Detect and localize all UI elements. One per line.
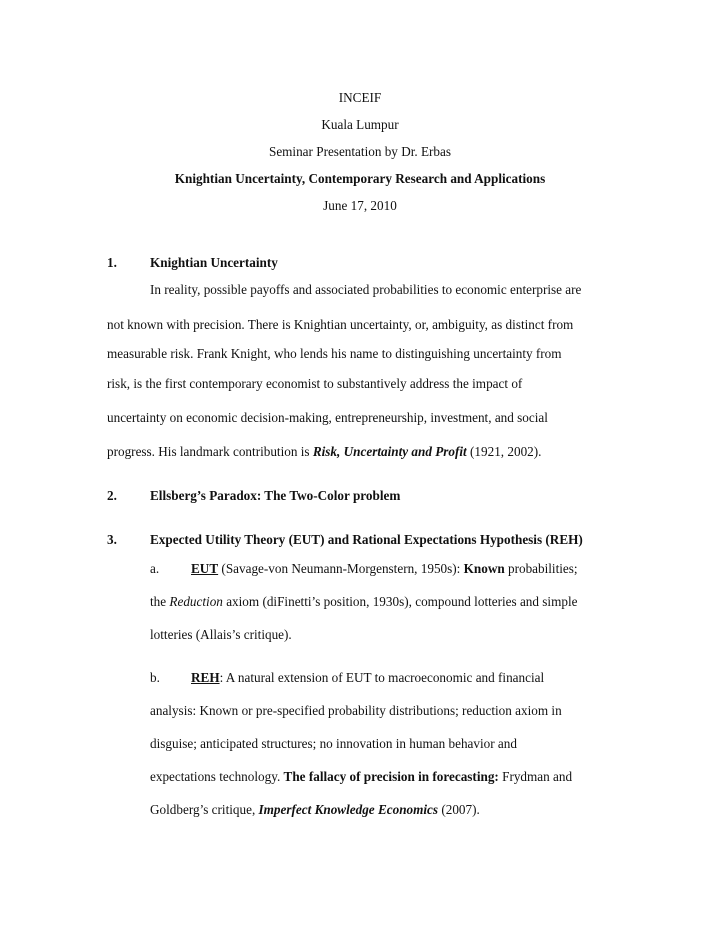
- item-a-reduction: Reduction: [169, 594, 223, 609]
- item-b-term: REH: [191, 670, 220, 685]
- header-org: INCEIF: [338, 90, 382, 105]
- item-b-fallacy: The fallacy of precision in forecasting:: [283, 769, 499, 784]
- section-1-line-5: uncertainty on economic decision-making, entrepreneurship, investment, and social: [107, 410, 548, 425]
- item-a-line-2-text: the: [150, 594, 170, 609]
- item-b-line-5-text: Goldberg’s critique,: [150, 802, 259, 817]
- item-a-line-1-tail: probabilities;: [504, 561, 578, 576]
- item-a-line-1-text: (Savage-von Neumann-Morgenstern, 1950s):: [218, 561, 464, 576]
- book-title-imperfect-knowledge: Imperfect Knowledge Economics: [258, 802, 439, 817]
- header-date: June 17, 2010: [323, 198, 397, 213]
- item-a-known: Known: [463, 561, 505, 576]
- item-a-line-3: lotteries (Allais’s critique).: [150, 627, 292, 642]
- item-b-line-1: [191, 670, 544, 686]
- item-a-line-1: [191, 561, 578, 577]
- item-b-line-2: analysis: Known or pre-specified probability distributions; reduction axiom in: [150, 703, 562, 718]
- section-1-line-2: not known with precision. There is Knightian uncertainty, or, ambiguity, as distinct from: [107, 317, 574, 332]
- item-b-line-5: [150, 802, 480, 818]
- book-title-risk-uncertainty-profit: Risk, Uncertainty and Profit: [312, 444, 467, 459]
- item-b-line-3: disguise; anticipated structures; no innovation in human behavior and: [150, 736, 517, 751]
- section-1-number: 1.: [107, 255, 117, 270]
- section-1-line-6-tail: (1921, 2002).: [466, 444, 542, 459]
- section-2-heading: Ellsberg’s Paradox: The Two-Color problem: [150, 488, 401, 503]
- section-1-line-6: [107, 444, 541, 460]
- item-b-line-4: [150, 769, 572, 785]
- item-b-line-4-text: expectations technology.: [150, 769, 284, 784]
- section-1-line-3: measurable risk. Frank Knight, who lends his name to distinguishing uncertainty from: [107, 346, 562, 361]
- section-1-line-6-text: progress. His landmark contribution is: [107, 444, 313, 459]
- item-b-label: b.: [150, 670, 160, 685]
- item-b-line-4-tail: Frydman and: [498, 769, 573, 784]
- item-a-line-2: [150, 594, 577, 610]
- section-1-heading: Knightian Uncertainty: [150, 255, 278, 270]
- item-a-label: a.: [150, 561, 160, 576]
- item-a-line-2-tail: axiom (diFinetti’s position, 1930s), compound lotteries and simple: [222, 594, 578, 609]
- document-title: Knightian Uncertainty, Contemporary Research and Applications: [174, 171, 546, 186]
- section-3-heading: Expected Utility Theory (EUT) and Rational Expectations Hypothesis (REH): [150, 532, 583, 547]
- section-1-line-1: In reality, possible payoffs and associated probabilities to economic enterprise are: [150, 282, 582, 297]
- section-3-number: 3.: [107, 532, 117, 547]
- section-1-line-4: risk, is the first contemporary economist to substantively address the impact of: [107, 376, 523, 391]
- header-city: Kuala Lumpur: [321, 117, 399, 132]
- item-a-term: EUT: [191, 561, 219, 576]
- section-2-number: 2.: [107, 488, 117, 503]
- item-b-line-1-text: : A natural extension of EUT to macroeconomic and financial: [219, 670, 545, 685]
- item-b-line-5-tail: (2007).: [438, 802, 480, 817]
- header-presenter: Seminar Presentation by Dr. Erbas: [268, 144, 452, 159]
